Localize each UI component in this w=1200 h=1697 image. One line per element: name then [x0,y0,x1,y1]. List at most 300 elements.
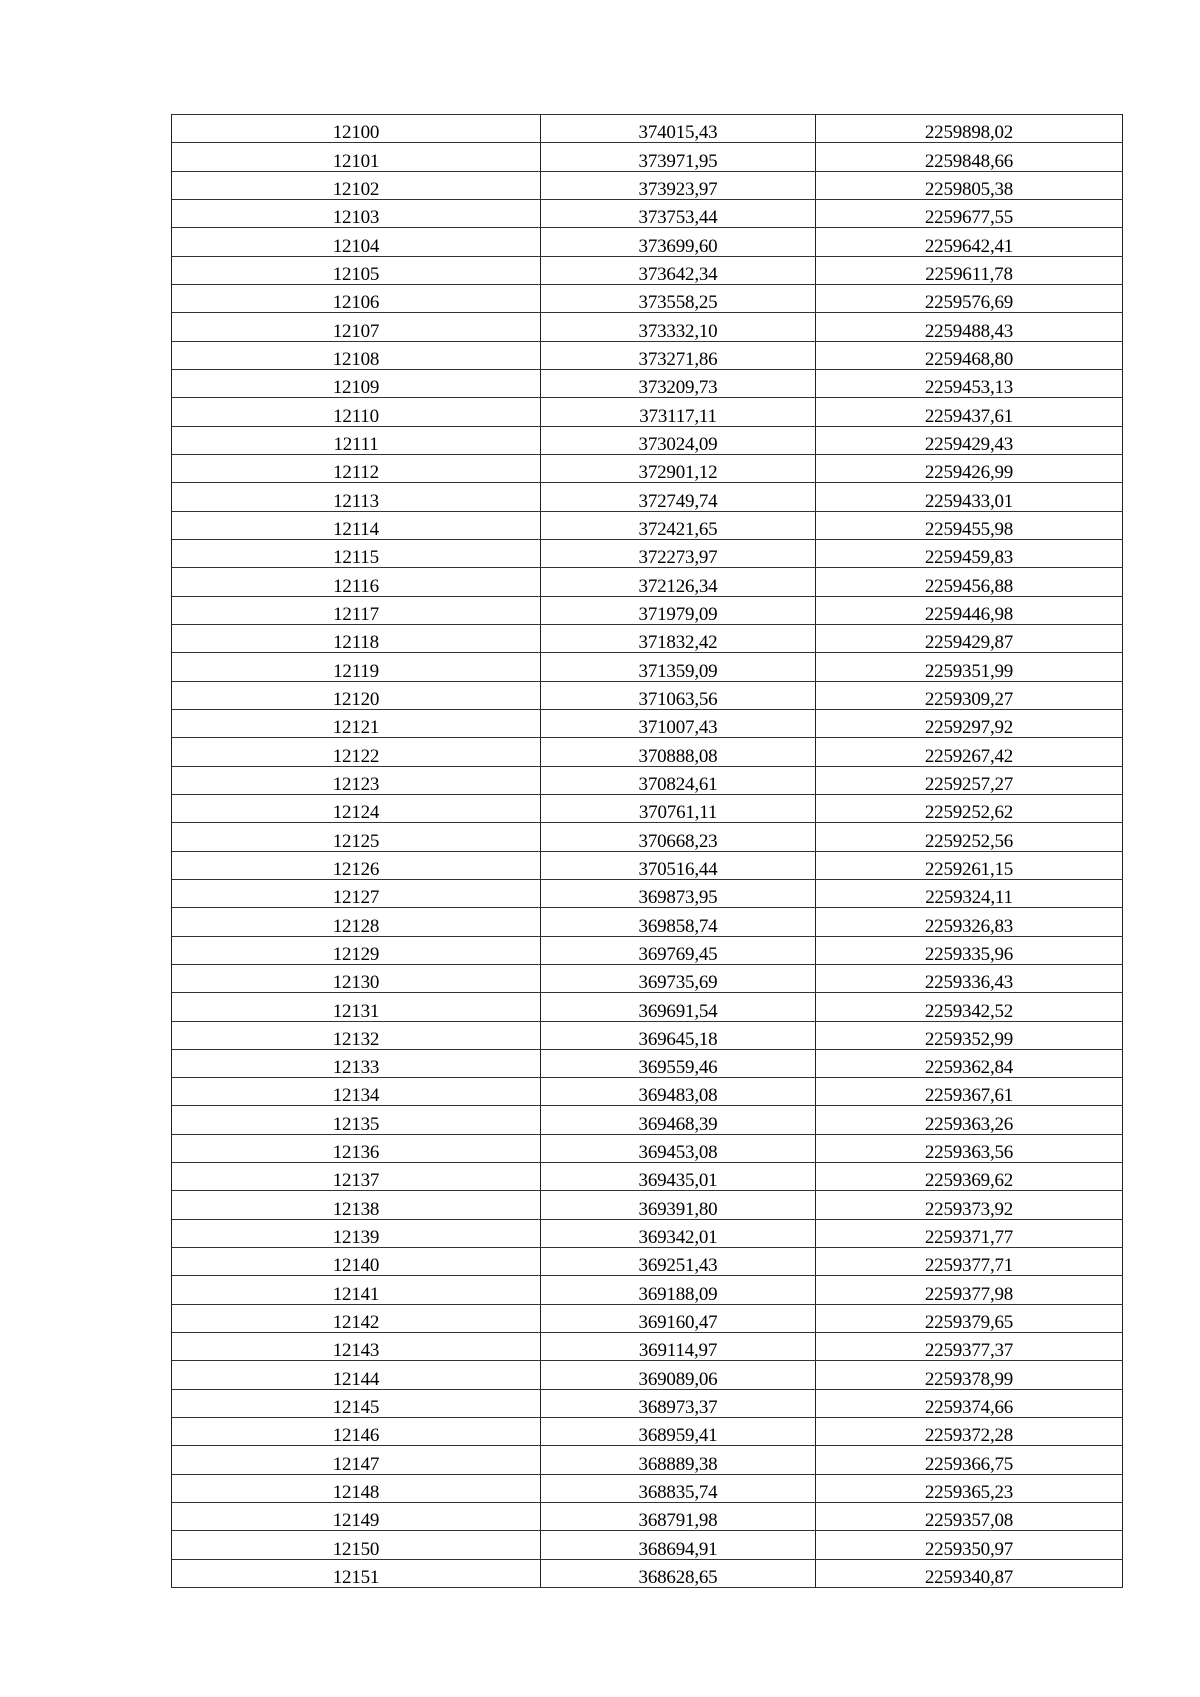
x-coordinate-cell [541,908,816,936]
cell-value: 12131 [332,1000,380,1022]
x-coordinate-cell [541,936,816,964]
table-row [172,1531,1123,1559]
cell-value: 371007,43 [638,717,718,739]
cell-value: 12114 [333,518,379,540]
cell-value: 12139 [332,1227,380,1249]
cell-value: 12117 [333,603,379,625]
x-coordinate-cell [541,454,816,482]
cell-value: 2259642,41 [924,235,1014,257]
x-coordinate-cell [541,511,816,539]
y-coordinate-cell [816,1134,1123,1162]
y-coordinate-cell [816,1219,1123,1247]
cell-value: 2259377,98 [924,1283,1014,1305]
cell-value: 12135 [332,1113,380,1135]
cell-value: 368835,74 [638,1482,718,1504]
point-number-cell [172,1134,541,1162]
y-coordinate-cell [816,115,1123,143]
y-coordinate-cell [816,1191,1123,1219]
x-coordinate-cell [541,596,816,624]
cell-value: 373024,09 [638,433,718,455]
x-coordinate-cell [541,228,816,256]
point-number-cell [172,1049,541,1077]
x-coordinate-cell [541,1049,816,1077]
table-row [172,936,1123,964]
cell-value: 12111 [333,433,379,455]
cell-value: 2259369,62 [924,1170,1014,1192]
point-number-cell [172,1191,541,1219]
point-number-cell [172,1248,541,1276]
x-coordinate-cell [541,313,816,341]
x-coordinate-cell [541,1134,816,1162]
cell-value: 372421,65 [638,518,718,540]
cell-value: 2259488,43 [924,320,1014,342]
cell-value: 2259340,87 [924,1567,1014,1589]
y-coordinate-cell [816,851,1123,879]
cell-value: 371979,09 [638,603,718,625]
x-coordinate-cell [541,1474,816,1502]
point-number-cell [172,1276,541,1304]
cell-value: 2259342,52 [924,1000,1014,1022]
table-row [172,766,1123,794]
y-coordinate-cell [816,1559,1123,1587]
y-coordinate-cell [816,624,1123,652]
point-number-cell [172,681,541,709]
table-row [172,1106,1123,1134]
table-row [172,1361,1123,1389]
cell-value: 373558,25 [638,292,718,314]
x-coordinate-cell [541,851,816,879]
y-coordinate-cell [816,936,1123,964]
cell-value: 2259362,84 [924,1057,1014,1079]
x-coordinate-cell [541,794,816,822]
y-coordinate-cell [816,284,1123,312]
y-coordinate-cell [816,794,1123,822]
cell-value: 372126,34 [638,575,718,597]
cell-value: 12120 [332,688,380,710]
cell-value: 12136 [332,1142,380,1164]
table-row [172,964,1123,992]
point-number-cell [172,1474,541,1502]
point-number-cell [172,1446,541,1474]
table-row [172,1559,1123,1587]
cell-value: 370668,23 [638,830,718,852]
table-row [172,1191,1123,1219]
cell-value: 2259261,15 [924,858,1014,880]
cell-value: 2259326,83 [924,915,1014,937]
cell-value: 369691,54 [638,1000,718,1022]
cell-value: 373971,95 [638,150,718,172]
cell-value: 368959,41 [638,1425,718,1447]
cell-value: 2259363,26 [924,1113,1014,1135]
x-coordinate-cell [541,738,816,766]
cell-value: 2259378,99 [924,1368,1014,1390]
x-coordinate-cell [541,709,816,737]
table-row [172,1276,1123,1304]
table-row [172,851,1123,879]
table-row [172,1219,1123,1247]
cell-value: 372273,97 [638,547,718,569]
x-coordinate-cell [541,115,816,143]
point-number-cell [172,1163,541,1191]
x-coordinate-cell [541,426,816,454]
cell-value: 2259455,98 [924,518,1014,540]
table-row [172,1049,1123,1077]
y-coordinate-cell [816,171,1123,199]
cell-value: 371359,09 [638,660,718,682]
y-coordinate-cell [816,823,1123,851]
point-number-cell [172,1531,541,1559]
table-row [172,653,1123,681]
cell-value: 369483,08 [638,1085,718,1107]
cell-value: 12112 [333,462,379,484]
point-number-cell [172,624,541,652]
y-coordinate-cell [816,398,1123,426]
cell-value: 2259805,38 [924,178,1014,200]
cell-value: 12103 [332,207,380,229]
coordinates-table-body [172,115,1123,1588]
cell-value: 2259848,66 [924,150,1014,172]
cell-value: 2259297,92 [924,717,1014,739]
point-number-cell [172,228,541,256]
point-number-cell [172,709,541,737]
cell-value: 12105 [332,263,380,285]
cell-value: 12132 [332,1028,380,1050]
cell-value: 2259374,66 [924,1397,1014,1419]
cell-value: 374015,43 [638,122,718,144]
x-coordinate-cell [541,964,816,992]
x-coordinate-cell [541,993,816,1021]
y-coordinate-cell [816,1276,1123,1304]
point-number-cell [172,993,541,1021]
cell-value: 2259898,02 [924,122,1014,144]
y-coordinate-cell [816,738,1123,766]
cell-value: 12124 [332,802,380,824]
point-number-cell [172,369,541,397]
y-coordinate-cell [816,483,1123,511]
cell-value: 2259377,37 [924,1340,1014,1362]
cell-value: 12100 [332,122,380,144]
point-number-cell [172,653,541,681]
cell-value: 369188,09 [638,1283,718,1305]
cell-value: 369735,69 [638,972,718,994]
table-row [172,143,1123,171]
table-row [172,284,1123,312]
y-coordinate-cell [816,1389,1123,1417]
y-coordinate-cell [816,993,1123,1021]
cell-value: 12146 [332,1425,380,1447]
cell-value: 373209,73 [638,377,718,399]
cell-value: 12123 [332,773,380,795]
cell-value: 12151 [332,1567,380,1589]
x-coordinate-cell [541,1219,816,1247]
point-number-cell [172,1304,541,1332]
cell-value: 369858,74 [638,915,718,937]
table-row [172,228,1123,256]
y-coordinate-cell [816,681,1123,709]
cell-value: 368791,98 [638,1510,718,1532]
cell-value: 12126 [332,858,380,880]
y-coordinate-cell [816,964,1123,992]
y-coordinate-cell [816,369,1123,397]
y-coordinate-cell [816,766,1123,794]
table-row [172,1078,1123,1106]
cell-value: 2259377,71 [924,1255,1014,1277]
point-number-cell [172,426,541,454]
cell-value: 368628,65 [638,1567,718,1589]
cell-value: 369251,43 [638,1255,718,1277]
point-number-cell [172,1418,541,1446]
y-coordinate-cell [816,511,1123,539]
cell-value: 12110 [333,405,379,427]
cell-value: 371063,56 [638,688,718,710]
cell-value: 369391,80 [638,1198,718,1220]
cell-value: 2259372,28 [924,1425,1014,1447]
cell-value: 12107 [332,320,380,342]
cell-value: 369160,47 [638,1312,718,1334]
table-row [172,1446,1123,1474]
cell-value: 372901,12 [638,462,718,484]
table-row [172,879,1123,907]
cell-value: 370761,11 [638,802,718,824]
cell-value: 12141 [332,1283,380,1305]
y-coordinate-cell [816,1248,1123,1276]
cell-value: 12122 [332,745,380,767]
point-number-cell [172,823,541,851]
point-number-cell [172,1389,541,1417]
cell-value: 2259468,80 [924,348,1014,370]
cell-value: 12143 [332,1340,380,1362]
x-coordinate-cell [541,199,816,227]
coordinates-table [171,114,1123,1588]
y-coordinate-cell [816,143,1123,171]
cell-value: 368694,91 [638,1538,718,1560]
y-coordinate-cell [816,1503,1123,1531]
y-coordinate-cell [816,313,1123,341]
x-coordinate-cell [541,539,816,567]
point-number-cell [172,1559,541,1587]
cell-value: 2259453,13 [924,377,1014,399]
cell-value: 369873,95 [638,887,718,909]
x-coordinate-cell [541,1191,816,1219]
cell-value: 2259446,98 [924,603,1014,625]
table-row [172,115,1123,143]
cell-value: 12109 [332,377,380,399]
table-row [172,596,1123,624]
point-number-cell [172,539,541,567]
cell-value: 369114,97 [638,1340,718,1362]
cell-value: 12101 [332,150,380,172]
table-row [172,199,1123,227]
point-number-cell [172,568,541,596]
cell-value: 2259456,88 [924,575,1014,597]
cell-value: 2259365,23 [924,1482,1014,1504]
cell-value: 373117,11 [639,405,717,427]
table-row [172,794,1123,822]
table-row [172,681,1123,709]
table-row [172,483,1123,511]
cell-value: 370888,08 [638,745,718,767]
cell-value: 2259309,27 [924,688,1014,710]
cell-value: 368889,38 [638,1453,718,1475]
x-coordinate-cell [541,369,816,397]
cell-value: 12102 [332,178,380,200]
point-number-cell [172,143,541,171]
cell-value: 370824,61 [638,773,718,795]
table-row [172,1134,1123,1162]
y-coordinate-cell [816,341,1123,369]
cell-value: 2259379,65 [924,1312,1014,1334]
point-number-cell [172,1503,541,1531]
cell-value: 2259366,75 [924,1453,1014,1475]
x-coordinate-cell [541,1078,816,1106]
cell-value: 12115 [333,547,379,569]
x-coordinate-cell [541,1503,816,1531]
x-coordinate-cell [541,256,816,284]
point-number-cell [172,596,541,624]
y-coordinate-cell [816,199,1123,227]
x-coordinate-cell [541,568,816,596]
y-coordinate-cell [816,1049,1123,1077]
cell-value: 2259426,99 [924,462,1014,484]
point-number-cell [172,1219,541,1247]
cell-value: 371832,42 [638,632,718,654]
cell-value: 2259611,78 [925,263,1013,285]
cell-value: 12128 [332,915,380,937]
cell-value: 369468,39 [638,1113,718,1135]
y-coordinate-cell [816,454,1123,482]
x-coordinate-cell [541,1531,816,1559]
table-row [172,426,1123,454]
x-coordinate-cell [541,766,816,794]
point-number-cell [172,879,541,907]
x-coordinate-cell [541,681,816,709]
x-coordinate-cell [541,624,816,652]
cell-value: 12118 [333,632,379,654]
table-row [172,369,1123,397]
cell-value: 12119 [333,660,379,682]
point-number-cell [172,398,541,426]
cell-value: 12113 [333,490,379,512]
cell-value: 2259252,62 [924,802,1014,824]
point-number-cell [172,738,541,766]
x-coordinate-cell [541,1276,816,1304]
cell-value: 12145 [332,1397,380,1419]
y-coordinate-cell [816,1418,1123,1446]
y-coordinate-cell [816,426,1123,454]
cell-value: 2259677,55 [924,207,1014,229]
point-number-cell [172,256,541,284]
cell-value: 12147 [332,1453,380,1475]
point-number-cell [172,1333,541,1361]
cell-value: 373332,10 [638,320,718,342]
y-coordinate-cell [816,1361,1123,1389]
cell-value: 2259357,08 [924,1510,1014,1532]
cell-value: 373271,86 [638,348,718,370]
x-coordinate-cell [541,1163,816,1191]
cell-value: 373923,97 [638,178,718,200]
cell-value: 2259429,87 [924,632,1014,654]
cell-value: 12121 [332,717,380,739]
cell-value: 12116 [333,575,379,597]
table-row [172,1333,1123,1361]
cell-value: 12127 [332,887,380,909]
cell-value: 372749,74 [638,490,718,512]
cell-value: 12150 [332,1538,380,1560]
point-number-cell [172,1021,541,1049]
x-coordinate-cell [541,1248,816,1276]
point-number-cell [172,341,541,369]
cell-value: 2259252,56 [924,830,1014,852]
table-row [172,908,1123,936]
cell-value: 12149 [332,1510,380,1532]
cell-value: 373699,60 [638,235,718,257]
x-coordinate-cell [541,284,816,312]
cell-value: 2259335,96 [924,943,1014,965]
point-number-cell [172,511,541,539]
x-coordinate-cell [541,653,816,681]
table-row [172,1021,1123,1049]
table-row [172,454,1123,482]
cell-value: 12138 [332,1198,380,1220]
x-coordinate-cell [541,1304,816,1332]
y-coordinate-cell [816,228,1123,256]
cell-value: 373642,34 [638,263,718,285]
cell-value: 2259437,61 [924,405,1014,427]
cell-value: 2259373,92 [924,1198,1014,1220]
table-row [172,1503,1123,1531]
table-row [172,709,1123,737]
x-coordinate-cell [541,1389,816,1417]
table-row [172,341,1123,369]
y-coordinate-cell [816,1446,1123,1474]
x-coordinate-cell [541,171,816,199]
table-row [172,993,1123,1021]
table-row [172,313,1123,341]
point-number-cell [172,964,541,992]
point-number-cell [172,171,541,199]
cell-value: 369559,46 [638,1057,718,1079]
cell-value: 369769,45 [638,943,718,965]
x-coordinate-cell [541,1418,816,1446]
y-coordinate-cell [816,879,1123,907]
cell-value: 12108 [332,348,380,370]
cell-value: 369089,06 [638,1368,718,1390]
x-coordinate-cell [541,823,816,851]
x-coordinate-cell [541,1021,816,1049]
cell-value: 370516,44 [638,858,718,880]
table-row [172,1389,1123,1417]
cell-value: 2259352,99 [924,1028,1014,1050]
y-coordinate-cell [816,1474,1123,1502]
x-coordinate-cell [541,1333,816,1361]
cell-value: 2259459,83 [924,547,1014,569]
cell-value: 2259371,77 [924,1227,1014,1249]
point-number-cell [172,483,541,511]
cell-value: 12148 [332,1482,380,1504]
cell-value: 12144 [332,1368,380,1390]
table-row [172,624,1123,652]
cell-value: 2259336,43 [924,972,1014,994]
cell-value: 12104 [332,235,380,257]
table-row [172,256,1123,284]
cell-value: 369435,01 [638,1170,718,1192]
x-coordinate-cell [541,1361,816,1389]
cell-value: 2259429,43 [924,433,1014,455]
cell-value: 369645,18 [638,1028,718,1050]
table-row [172,1304,1123,1332]
y-coordinate-cell [816,709,1123,737]
y-coordinate-cell [816,596,1123,624]
